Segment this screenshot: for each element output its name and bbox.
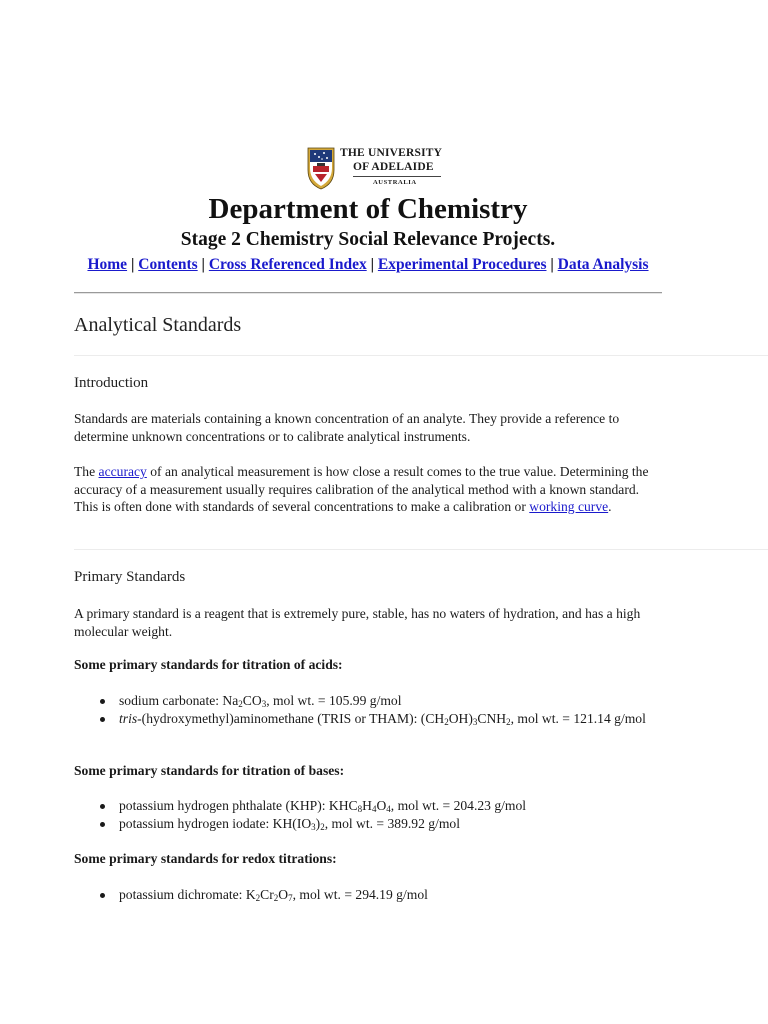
working-curve-link[interactable]: working curve — [529, 499, 609, 514]
project-subtitle: Stage 2 Chemistry Social Relevance Projects. — [180, 229, 556, 250]
acids-list-label: Some primary standards for titration of acids: — [74, 657, 343, 672]
primary-standards-heading: Primary Standards — [74, 569, 186, 585]
redox-list — [74, 886, 654, 904]
nav-link-contents[interactable]: Contents — [138, 256, 198, 273]
bases-list-label: Some primary standards for titration of bases: — [74, 763, 345, 778]
nav-link-experimental-procedures[interactable]: Experimental Procedures — [377, 256, 547, 273]
university-logo[interactable] — [306, 146, 456, 192]
list-item: potassium hydrogen iodate: $KH(IO_3)_2$, mol wt. = 389.92 g/mol — [74, 815, 654, 833]
introduction-heading: Introduction — [74, 375, 149, 391]
accuracy-link[interactable]: accuracy — [98, 464, 147, 479]
logo-divider — [353, 176, 441, 177]
section-divider — [74, 355, 768, 356]
section-divider — [74, 549, 768, 550]
logo-line-adelaide: OF ADELAIDE — [353, 160, 434, 173]
bases-list — [74, 797, 654, 832]
list-item: potassium hydrogen phthalate (KHP): $KHC_8H_4O_4$, mol wt. = 204.23 g/mol — [74, 797, 654, 815]
department-title: Department of Chemistry — [208, 193, 528, 225]
nav-separator: | — [201, 256, 205, 273]
introduction-paragraph-2 — [74, 463, 664, 516]
logo-line-university: THE UNIVERSITY — [340, 147, 443, 159]
nav-separator: | — [130, 256, 135, 273]
list-item: tris-(hydroxymethyl)aminomethane (TRIS or THAM): $(CH_2OH)_3CNH_2$, mol wt. = 121.14 g/mol — [74, 710, 654, 728]
logo-wordmark — [340, 146, 442, 187]
university-crest-icon — [306, 146, 336, 190]
introduction-paragraph-1: Standards are materials containing a known concentration of an analyte. They provide a reference to determine unknown concentrations or to calibrate analytical instruments. — [74, 411, 620, 444]
nav-separator: | — [370, 256, 374, 273]
nav-separator: | — [550, 256, 554, 273]
list-item: potassium dichromate: $K_2Cr_2O_7$, mol wt. = 294.19 g/mol — [74, 886, 654, 904]
redox-list-label: Some primary standards for redox titrations: — [74, 851, 337, 866]
list-item: sodium carbonate: $Na_2CO_3$, mol wt. = 105.99 g/mol — [74, 692, 654, 710]
page-heading: Analytical Standards — [74, 314, 242, 336]
primary-standards-paragraph: A primary standard is a reagent that is extremely pure, stable, has no waters of hydration, and has a high molecular weight. — [74, 606, 641, 639]
nav-link-cross-referenced-index[interactable]: Cross Referenced Index — [208, 256, 367, 273]
text-span: of an analytical measurement is how close a result comes to the true value. Determining the accuracy of a measurement usually requires calibration of the analytical method with a known standard. This is often done with standards of several concentrations to make a calibration or — [74, 464, 649, 514]
nav-link-home[interactable]: Home — [87, 256, 128, 273]
logo-line-australia: AUSTRALIA — [373, 179, 417, 186]
acids-list — [74, 692, 654, 727]
text-span: . — [608, 499, 612, 514]
nav-link-data-analysis[interactable]: Data Analysis — [557, 256, 649, 273]
text-span: The — [74, 464, 99, 479]
top-navigation — [74, 255, 662, 274]
header-divider — [74, 292, 662, 294]
